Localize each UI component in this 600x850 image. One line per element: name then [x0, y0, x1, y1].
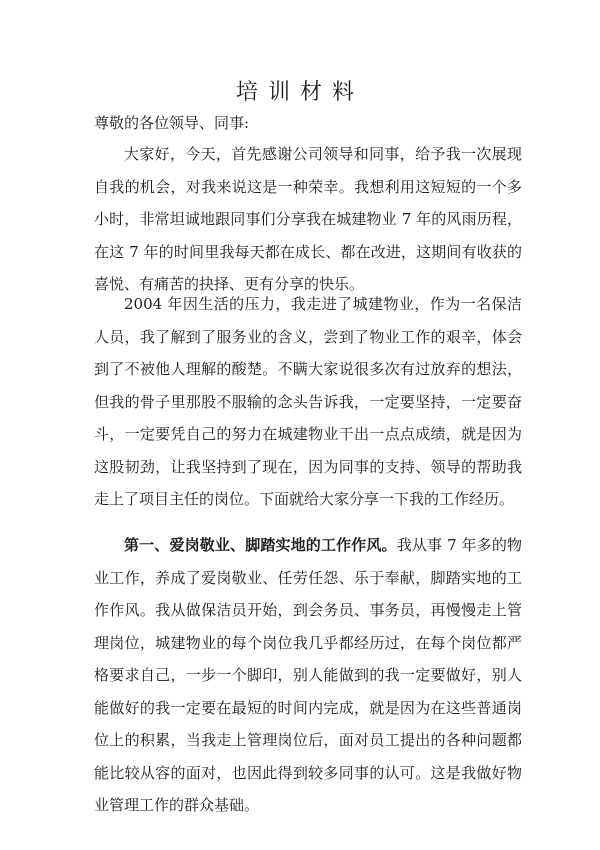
paragraph-text: 大家好，今天，首先感谢公司领导和同事，给予我一次展现自我的机会，对我来说这是一种荣幸。我想利用这短短的一个多小时，非常坦诚地跟同事们分享我在城建物业 7 年的风雨历程，在这 7 年的时间里我每天都在成长、都在改进，这期间有收获的喜悦、有痛苦的抉择、更有分享的快乐。 [94, 145, 522, 293]
paragraph-section-one [94, 529, 522, 822]
paragraph-background [94, 288, 522, 516]
paragraph-text: 2004 年因生活的压力，我走进了城建物业，作为一名保洁人员，我了解到了服务业的含义，尝到了物业工作的艰辛，体会到了不被他人理解的酸楚。不瞒大家说很多次有过放弃的想法，但我的骨子里那股不服输的念头告诉我，一定要坚持，一定要奋斗，一定要凭自己的努力在城建物业干出一点点成绩，就是因为这股韧劲，让我坚持到了现在，因为同事的支持、领导的帮助我走上了项目主任的岗位。下面就给大家分享一下我的工作经历。 [94, 295, 522, 508]
document-title: 培训材料 [235, 80, 364, 105]
section-heading: 第一、爱岗敬业、脚踏实地的工作作风。 [124, 536, 397, 554]
salutation: 尊敬的各位领导、同事: [94, 114, 250, 132]
paragraph-intro [94, 138, 522, 301]
paragraph-text: 我从事 7 年多的物业工作，养成了爱岗敬业、任劳任怨、乐于奉献，脚踏实地的工作作风。我从做保洁员开始，到会务员、事务员，再慢慢走上管理岗位，城建物业的每个岗位我几乎都经历过，在每个岗位都严格要求自己，一步一个脚印，别人能做到的我一定要做好，别人能做好的我一定要在最短的时间内完成，就是因为在这些普通岗位上的积累，当我走上管理岗位后，面对员工提出的各种问题都能比较从容的面对，也因此得到较多同事的认可。这是我做好物业管理工作的群众基础。 [94, 536, 522, 814]
